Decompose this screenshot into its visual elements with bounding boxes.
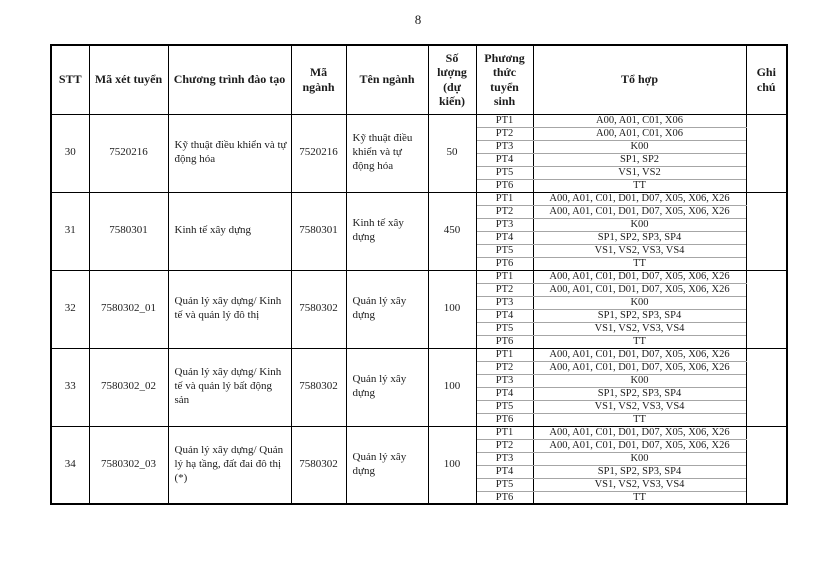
cell-to-hop: A00, A01, C01, D01, D07, X05, X06, X26 — [533, 283, 746, 296]
cell-pt: PT4 — [476, 309, 533, 322]
table-row — [51, 270, 787, 283]
cell-ma-nganh: 7580302 — [291, 348, 346, 426]
header-row — [51, 45, 787, 114]
cell-ghi-chu — [746, 114, 787, 192]
cell-stt: 34 — [51, 426, 89, 504]
cell-pt: PT2 — [476, 205, 533, 218]
cell-to-hop: A00, A01, C01, D01, D07, X05, X06, X26 — [533, 205, 746, 218]
cell-ten-nganh: Kinh tế xây dựng — [346, 192, 428, 270]
cell-pt: PT4 — [476, 153, 533, 166]
cell-to-hop: K00 — [533, 452, 746, 465]
cell-pt: PT2 — [476, 127, 533, 140]
cell-chuong-trinh: Quản lý xây dựng/ Quản lý hạ tầng, đất đai đô thị (*) — [168, 426, 291, 504]
col-header-phuong-thuc: Phương thức tuyển sinh — [476, 45, 533, 114]
cell-to-hop: K00 — [533, 296, 746, 309]
cell-ma-xet-tuyen: 7580301 — [89, 192, 168, 270]
cell-to-hop: A00, A01, C01, D01, D07, X05, X06, X26 — [533, 348, 746, 361]
cell-to-hop: K00 — [533, 218, 746, 231]
cell-chuong-trinh: Kinh tế xây dựng — [168, 192, 291, 270]
cell-pt: PT6 — [476, 413, 533, 426]
cell-to-hop: A00, A01, C01, D01, D07, X05, X06, X26 — [533, 426, 746, 439]
cell-ten-nganh: Kỹ thuật điều khiển và tự động hóa — [346, 114, 428, 192]
cell-to-hop: SP1, SP2, SP3, SP4 — [533, 231, 746, 244]
cell-pt: PT4 — [476, 231, 533, 244]
cell-chuong-trinh: Kỹ thuật điều khiển và tự động hóa — [168, 114, 291, 192]
cell-ghi-chu — [746, 348, 787, 426]
cell-ten-nganh: Quản lý xây dựng — [346, 270, 428, 348]
cell-pt: PT1 — [476, 270, 533, 283]
cell-ten-nganh: Quản lý xây dựng — [346, 348, 428, 426]
cell-ma-nganh: 7580302 — [291, 270, 346, 348]
table-row — [51, 114, 787, 127]
page-number: 8 — [414, 12, 422, 27]
cell-pt: PT5 — [476, 478, 533, 491]
col-header-ma-nganh: Mã ngành — [291, 45, 346, 114]
cell-to-hop: VS1, VS2, VS3, VS4 — [533, 478, 746, 491]
cell-to-hop: A00, A01, C01, D01, D07, X05, X06, X26 — [533, 439, 746, 452]
cell-to-hop: A00, A01, C01, X06 — [533, 127, 746, 140]
cell-to-hop: TT — [533, 179, 746, 192]
cell-so-luong: 450 — [428, 192, 476, 270]
col-header-to-hop: Tổ hợp — [533, 45, 746, 114]
cell-so-luong: 50 — [428, 114, 476, 192]
cell-pt: PT1 — [476, 426, 533, 439]
cell-pt: PT4 — [476, 465, 533, 478]
cell-ghi-chu — [746, 426, 787, 504]
cell-to-hop: SP1, SP2, SP3, SP4 — [533, 465, 746, 478]
cell-pt: PT3 — [476, 296, 533, 309]
cell-pt: PT6 — [476, 335, 533, 348]
cell-to-hop: VS1, VS2 — [533, 166, 746, 179]
col-header-ghi-chu: Ghi chú — [746, 45, 787, 114]
cell-ma-nganh: 7520216 — [291, 114, 346, 192]
cell-to-hop: K00 — [533, 140, 746, 153]
col-header-so-luong: Số lượng (dự kiến) — [428, 45, 476, 114]
cell-chuong-trinh: Quản lý xây dựng/ Kinh tế và quản lý bất động sản — [168, 348, 291, 426]
cell-to-hop: SP1, SP2, SP3, SP4 — [533, 387, 746, 400]
cell-to-hop: TT — [533, 257, 746, 270]
cell-pt: PT3 — [476, 218, 533, 231]
cell-to-hop: TT — [533, 413, 746, 426]
cell-ghi-chu — [746, 192, 787, 270]
cell-pt: PT3 — [476, 374, 533, 387]
cell-pt: PT5 — [476, 400, 533, 413]
cell-to-hop: A00, A01, C01, D01, D07, X05, X06, X26 — [533, 361, 746, 374]
cell-stt: 31 — [51, 192, 89, 270]
col-header-stt: STT — [51, 45, 89, 114]
cell-to-hop: VS1, VS2, VS3, VS4 — [533, 322, 746, 335]
cell-pt: PT4 — [476, 387, 533, 400]
cell-pt: PT2 — [476, 361, 533, 374]
cell-stt: 33 — [51, 348, 89, 426]
cell-so-luong: 100 — [428, 348, 476, 426]
cell-ma-xet-tuyen: 7580302_03 — [89, 426, 168, 504]
cell-pt: PT1 — [476, 114, 533, 127]
admissions-table — [50, 44, 788, 505]
table-row — [51, 348, 787, 361]
cell-stt: 30 — [51, 114, 89, 192]
cell-ma-xet-tuyen: 7580302_01 — [89, 270, 168, 348]
cell-to-hop: SP1, SP2, SP3, SP4 — [533, 309, 746, 322]
table-row — [51, 426, 787, 439]
cell-ma-nganh: 7580301 — [291, 192, 346, 270]
cell-to-hop: TT — [533, 335, 746, 348]
cell-to-hop: SP1, SP2 — [533, 153, 746, 166]
cell-pt: PT2 — [476, 283, 533, 296]
cell-ghi-chu — [746, 270, 787, 348]
cell-to-hop: A00, A01, C01, D01, D07, X05, X06, X26 — [533, 192, 746, 205]
cell-pt: PT5 — [476, 166, 533, 179]
cell-pt: PT1 — [476, 192, 533, 205]
cell-pt: PT3 — [476, 452, 533, 465]
cell-so-luong: 100 — [428, 426, 476, 504]
cell-pt: PT5 — [476, 244, 533, 257]
cell-pt: PT6 — [476, 179, 533, 192]
cell-stt: 32 — [51, 270, 89, 348]
cell-ma-nganh: 7580302 — [291, 426, 346, 504]
cell-pt: PT6 — [476, 491, 533, 504]
cell-pt: PT1 — [476, 348, 533, 361]
cell-pt: PT5 — [476, 322, 533, 335]
cell-to-hop: A00, A01, C01, X06 — [533, 114, 746, 127]
cell-to-hop: TT — [533, 491, 746, 504]
col-header-ma-xet-tuyen: Mã xét tuyển — [89, 45, 168, 114]
cell-to-hop: K00 — [533, 374, 746, 387]
cell-ten-nganh: Quản lý xây dựng — [346, 426, 428, 504]
cell-pt: PT3 — [476, 140, 533, 153]
col-header-ten-nganh: Tên ngành — [346, 45, 428, 114]
col-header-chuong-trinh: Chương trình đào tạo — [168, 45, 291, 114]
cell-pt: PT6 — [476, 257, 533, 270]
cell-pt: PT2 — [476, 439, 533, 452]
cell-to-hop: A00, A01, C01, D01, D07, X05, X06, X26 — [533, 270, 746, 283]
cell-chuong-trinh: Quản lý xây dựng/ Kinh tế và quản lý đô thị — [168, 270, 291, 348]
cell-ma-xet-tuyen: 7520216 — [89, 114, 168, 192]
cell-so-luong: 100 — [428, 270, 476, 348]
cell-ma-xet-tuyen: 7580302_02 — [89, 348, 168, 426]
cell-to-hop: VS1, VS2, VS3, VS4 — [533, 400, 746, 413]
table-row — [51, 192, 787, 205]
cell-to-hop: VS1, VS2, VS3, VS4 — [533, 244, 746, 257]
